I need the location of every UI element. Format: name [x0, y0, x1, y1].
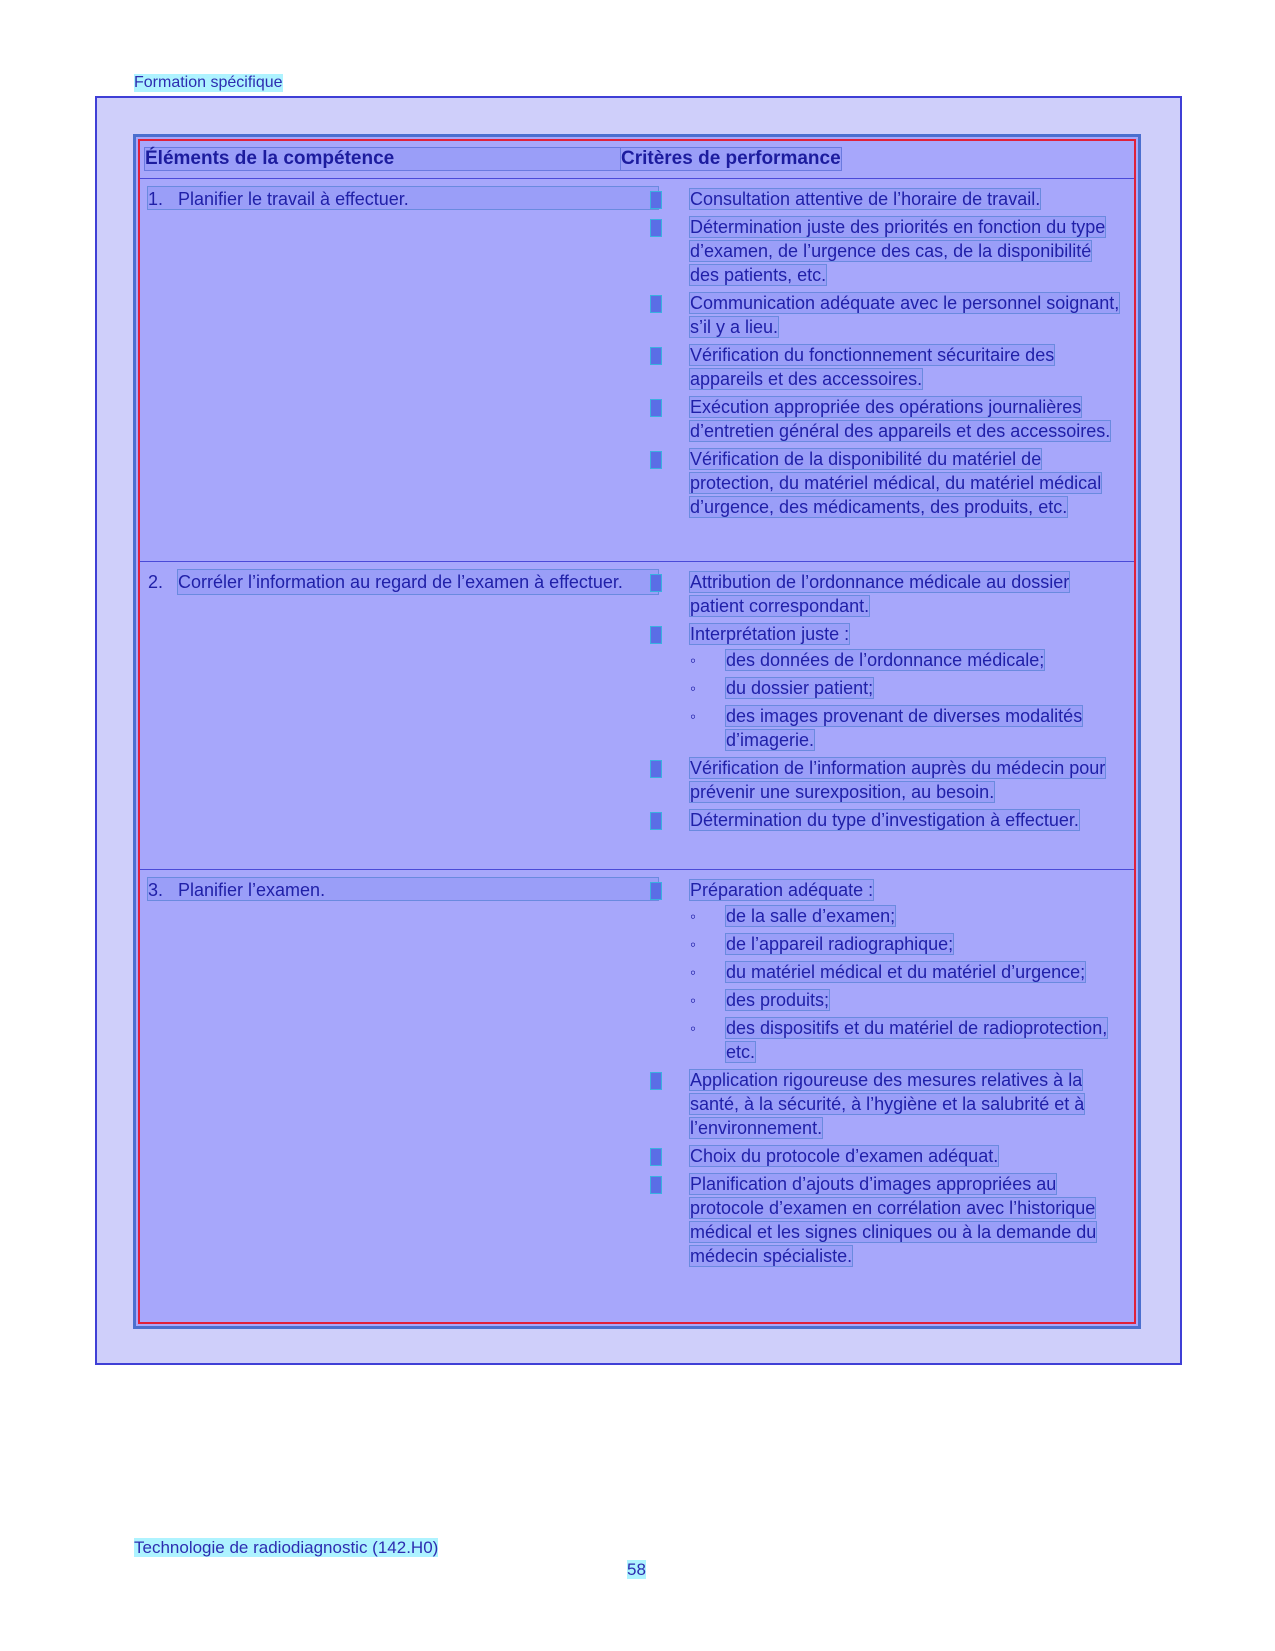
bullet-icon — [650, 191, 662, 209]
criterion-item: Vérification du fonctionnement sécuritaire des appareils et des accessoires. — [650, 343, 1124, 391]
sub-criterion-item: ◦ du matériel médical et du matériel d’urgence; — [690, 960, 1124, 984]
table-row — [140, 179, 1134, 562]
criteria-list — [650, 878, 1124, 1272]
table-row — [140, 562, 1134, 870]
sub-bullet-icon: ◦ — [690, 707, 697, 726]
element-number: 3. — [148, 880, 164, 900]
element-cell — [148, 187, 658, 209]
bullet-icon — [650, 1148, 662, 1166]
element-number: 1. — [148, 189, 164, 209]
criterion-item: Application rigoureuse des mesures relatives à la santé, à la sécurité, à l’hygiène et la salubrité et à l’environnement. — [650, 1068, 1124, 1140]
bullet-icon — [650, 399, 662, 417]
table-row — [140, 870, 1134, 1330]
bullet-icon — [650, 574, 662, 592]
bullet-icon — [650, 812, 662, 830]
sub-criterion-item: ◦ des produits; — [690, 988, 1124, 1012]
criterion-item: Consultation attentive de l’horaire de travail. — [650, 187, 1124, 211]
criterion-item: Attribution de l’ordonnance médicale au dossier patient correspondant. — [650, 570, 1124, 618]
bullet-icon — [650, 626, 662, 644]
sub-criterion-item: ◦ du dossier patient; — [690, 676, 1124, 700]
competence-table — [133, 134, 1141, 1329]
bullet-icon — [650, 219, 662, 237]
col-header-criteria: Critères de performance — [621, 148, 841, 169]
sub-criterion-item: ◦ de la salle d’examen; — [690, 904, 1124, 928]
bullet-icon — [650, 347, 662, 365]
competence-table-inner — [138, 139, 1136, 1324]
bullet-icon — [650, 1176, 662, 1194]
criterion-item: Vérification de l’information auprès du médecin pour prévenir une surexposition, au besoin. — [650, 756, 1124, 804]
sub-criterion-item: ◦ des données de l’ordonnance médicale; — [690, 648, 1124, 672]
criterion-item: Détermination du type d’investigation à effectuer. — [650, 808, 1124, 832]
element-cell — [148, 878, 658, 900]
table-header-row — [140, 141, 1134, 179]
sub-bullet-icon: ◦ — [690, 963, 697, 982]
bullet-icon — [650, 451, 662, 469]
sub-bullet-icon: ◦ — [690, 935, 697, 954]
element-text: Planifier l’examen. — [178, 880, 326, 900]
bullet-icon — [650, 882, 662, 900]
criterion-item: Communication adéquate avec le personnel soignant, s’il y a lieu. — [650, 291, 1124, 339]
criterion-item: Vérification de la disponibilité du matériel de protection, du matériel médical, du matériel médical d’urgence, des médicaments, des produits, etc. — [650, 447, 1124, 519]
criterion-item: Choix du protocole d’examen adéquat. — [650, 1144, 1124, 1168]
criterion-item: Détermination juste des priorités en fonction du type d’examen, de l’urgence des cas, de la disponibilité des patients, etc. — [650, 215, 1124, 287]
page-header-title: Formation spécifique — [134, 74, 283, 91]
criterion-item: Exécution appropriée des opérations journalières d’entretien général des appareils et des accessoires. — [650, 395, 1124, 443]
page-number: 58 — [627, 1560, 646, 1579]
sub-bullet-icon: ◦ — [690, 1019, 697, 1038]
criteria-list — [650, 187, 1124, 523]
criteria-list — [650, 570, 1124, 836]
criterion-item: Préparation adéquate : ◦ de la salle d’examen; ◦ de l’appareil radiographique; ◦ du matériel médical et du matériel d’urgence; ◦ des produits; ◦ des dispositifs et du matériel de radioprotection, etc. — [650, 878, 1124, 1064]
sub-criteria-list — [690, 648, 1124, 752]
bullet-icon — [650, 1072, 662, 1090]
bullet-icon — [650, 295, 662, 313]
sub-bullet-icon: ◦ — [690, 679, 697, 698]
element-text: Planifier le travail à effectuer. — [178, 189, 409, 209]
bullet-icon — [650, 760, 662, 778]
sub-criterion-item: ◦ des images provenant de diverses modalités d’imagerie. — [690, 706, 1083, 750]
sub-criteria-list — [690, 904, 1124, 1064]
sub-bullet-icon: ◦ — [690, 907, 697, 926]
sub-criterion-item: ◦ des dispositifs et du matériel de radioprotection, etc. — [690, 1018, 1108, 1062]
sub-bullet-icon: ◦ — [690, 651, 697, 670]
element-text: Corréler l’information au regard de l’examen à effectuer. — [178, 570, 658, 594]
footer-program: Technologie de radiodiagnostic (142.H0) — [134, 1538, 439, 1557]
col-header-elements: Éléments de la compétence — [144, 147, 624, 171]
sub-criterion-item: ◦ de l’appareil radiographique; — [690, 932, 1124, 956]
element-number: 2. — [148, 572, 164, 592]
criterion-item: Interprétation juste : ◦ des données de l’ordonnance médicale; ◦ du dossier patient; ◦ des images provenant de diverses modalités d’imagerie. — [650, 622, 1124, 752]
sub-bullet-icon: ◦ — [690, 991, 697, 1010]
criterion-item: Planification d’ajouts d’images appropriées au protocole d’examen en corrélation avec l’historique médical et les signes cliniques ou à la demande du médecin spécialiste. — [650, 1172, 1124, 1268]
